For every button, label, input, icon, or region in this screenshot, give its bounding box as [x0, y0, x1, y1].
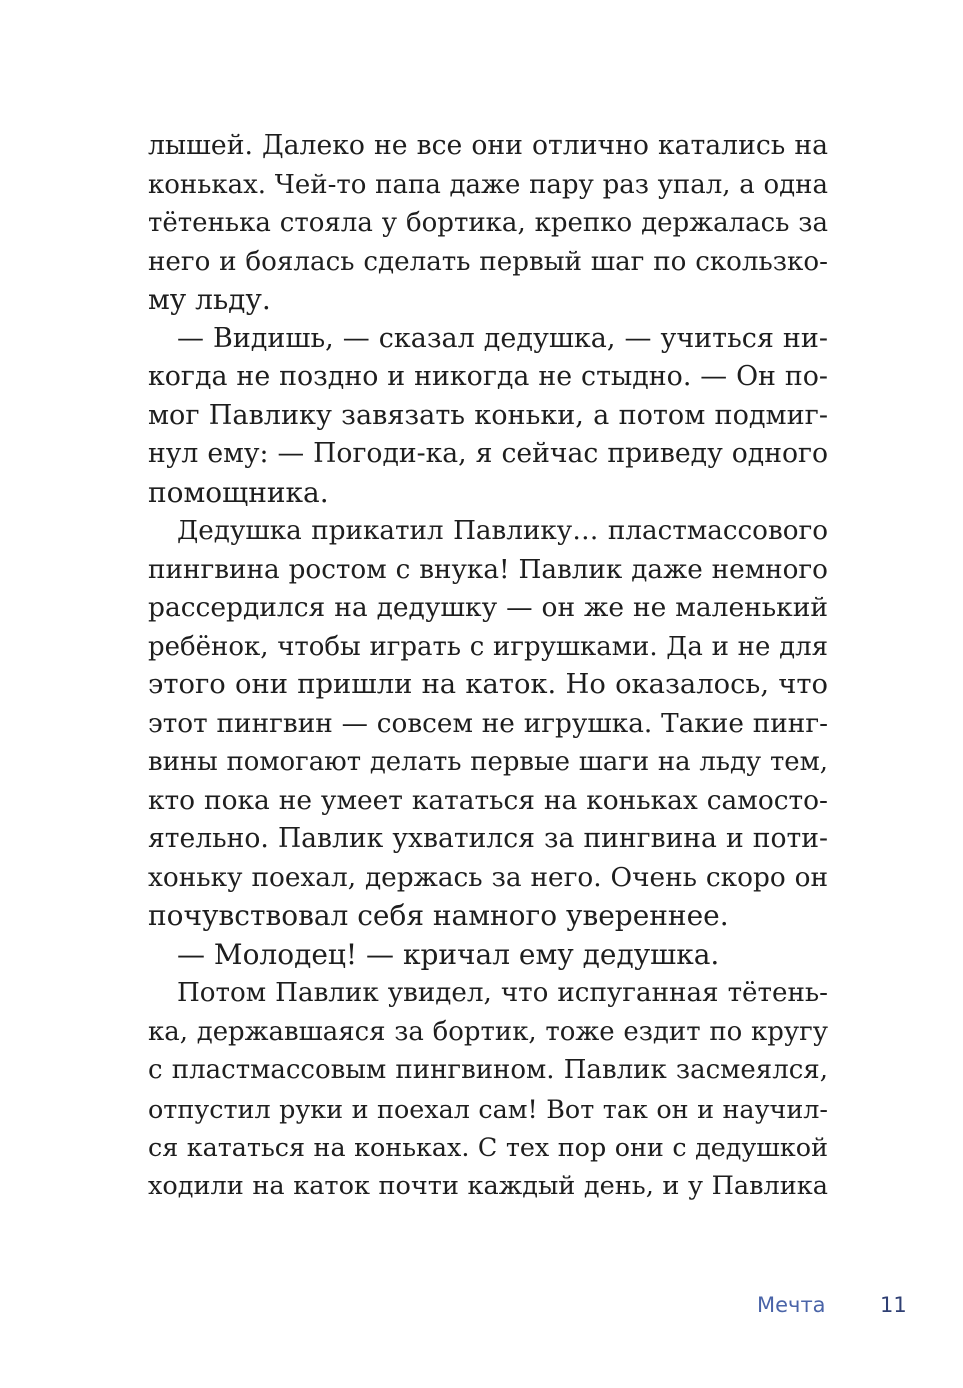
text-line: ка, державшаяся за бортик, тоже ездит по кругу: [148, 1016, 828, 1047]
text-line: ятельно. Павлик ухватился за пингвина и поти-: [148, 823, 828, 854]
text-line: хоньку поехал, держась за него. Очень скоро он: [148, 862, 828, 893]
text-line: когда не поздно и никогда не стыдно. — Он по-: [148, 361, 828, 392]
text-line: тётенька стояла у бортика, крепко держалась за: [148, 208, 828, 238]
text-line: этот пингвин — совсем не игрушка. Такие пинг-: [148, 708, 828, 739]
text-line: ся кататься на коньках. С тех пор они с дедушкой: [148, 1132, 828, 1162]
text-line: вины помогают делать первые шаги на льду тем,: [148, 747, 828, 777]
text-line: этого они пришли на каток. Но оказалось, что: [148, 669, 828, 700]
text-line: кто пока не умеет кататься на коньках самосто-: [148, 784, 828, 816]
page-number: 11: [880, 1293, 907, 1317]
text-line: — Молодец! — кричал ему дедушка.: [177, 937, 720, 971]
text-line: почувствовал себя намного увереннее.: [148, 899, 729, 932]
text-line: нул ему: — Погоди-ка, я сейчас приведу одного: [148, 438, 828, 469]
text-line: Потом Павлик увидел, что испуганная тётень-: [177, 978, 828, 1008]
text-line: помощника.: [148, 475, 329, 509]
text-line: коньках. Чей-то папа даже пару раз упал, а одна: [148, 169, 828, 200]
text-line: с пластмассовым пингвином. Павлик засмеялся,: [148, 1055, 828, 1085]
text-line: рассердился на дедушку — он же не маленький: [148, 592, 828, 623]
text-line: му льду.: [148, 283, 271, 316]
body-text: [148, 127, 828, 1205]
text-line: пингвина ростом с внука! Павлик даже немного: [148, 554, 828, 585]
text-line: мог Павлику завязать коньки, а потом подмиг-: [148, 399, 828, 431]
text-line: — Видишь, — сказал дедушка, — учиться ни-: [177, 322, 828, 354]
text-line: лышей. Далеко не все они отлично катались на: [148, 130, 828, 161]
text-line: него и боялась сделать первый шаг по скользко-: [148, 246, 828, 277]
text-line: ребёнок, чтобы играть с игрушками. Да и не для: [148, 631, 828, 662]
text-line: ходили на каток почти каждый день, и у Павлика: [148, 1170, 828, 1201]
running-footer-title: Мечта: [757, 1293, 826, 1317]
text-line: Дедушка прикатил Павлику… пластмассового: [177, 516, 828, 546]
text-line: отпустил руки и поехал сам! Вот так он и научил-: [148, 1093, 828, 1124]
